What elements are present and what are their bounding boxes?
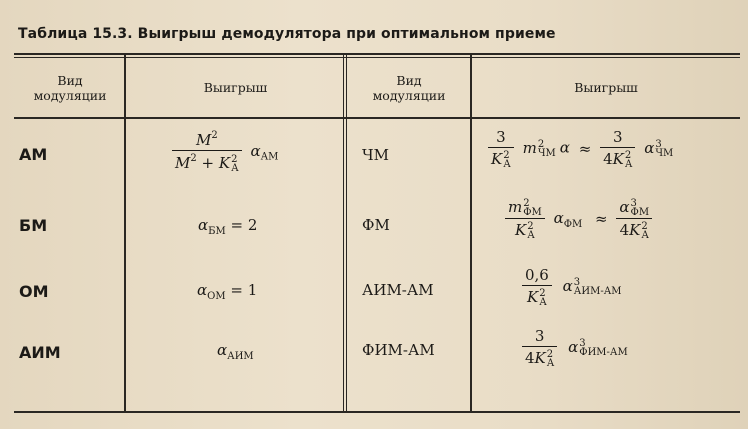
gain-aim: $\alpha_{АИМ}$ — [217, 341, 254, 362]
modulation-aim-am: АИМ-АМ — [362, 281, 434, 299]
table-top-rule-inner — [14, 57, 740, 58]
gain-om: $\alpha_{ОМ} = 1$ — [197, 281, 258, 302]
modulation-aim: АИМ — [19, 343, 61, 362]
column-divider-double — [343, 55, 347, 412]
table-bottom-rule — [14, 411, 740, 413]
header-bottom-rule — [14, 117, 740, 119]
gain-aim-am: 0,6 K 2 А α 3 АИМ-АМ — [522, 266, 622, 307]
gain-fm: m 2 ФМ K 2 А $\alpha_{ФМ}$ ≈ α 3 ФМ 4K 2 А — [505, 198, 652, 240]
header-modulation-left: Вид модуляции — [33, 73, 107, 103]
modulation-om: ОМ — [19, 282, 49, 301]
table-caption: Таблица 15.3. Выигрыш демодулятора при оптимальном приеме — [18, 26, 556, 42]
modulation-fm: ФМ — [362, 216, 390, 234]
column-divider-1 — [124, 55, 126, 412]
column-divider-3 — [470, 55, 472, 412]
table-top-rule — [14, 53, 740, 55]
gain-chm: 3 K 2 А m 2 ЧМ α ≈ 3 4K 2 А α 3 ЧМ — [488, 128, 673, 169]
header-gain-right: Выигрыш — [574, 80, 638, 95]
header-modulation-right: Вид модуляции — [372, 73, 446, 103]
modulation-chm: ЧМ — [362, 146, 389, 164]
gain-bm: $\alpha_{БМ} = 2$ — [198, 216, 258, 237]
modulation-am: АМ — [19, 145, 48, 164]
gain-am: $M^2$ $M^2 + K$ 2 А $\alpha_{АМ}$ — [172, 130, 278, 173]
modulation-fim-am: ФИМ-АМ — [362, 341, 435, 359]
modulation-bm: БМ — [19, 216, 48, 235]
gain-fim-am: 3 4K 2 А α 3 ФИМ-АМ — [522, 327, 628, 368]
header-gain-left: Выигрыш — [203, 80, 268, 95]
